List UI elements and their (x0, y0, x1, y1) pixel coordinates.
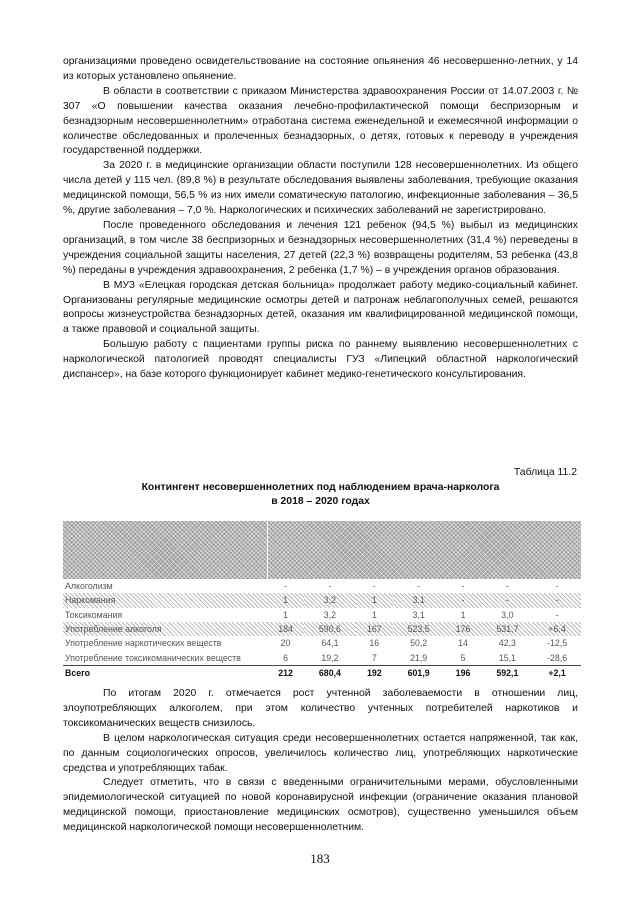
table-cell: -12,5 (547, 638, 568, 649)
table-cell: 64,1 (321, 638, 339, 649)
row-label: Всего (63, 665, 267, 680)
table-cell: - (555, 581, 559, 592)
table-cell: - (372, 581, 376, 592)
table-cell: - (461, 581, 465, 592)
table-row (63, 650, 581, 665)
table-cell: 3,2 (304, 593, 356, 607)
table-cell: 196 (444, 665, 481, 680)
table-cell: 212 (267, 665, 304, 680)
table-cell: 531,7 (482, 622, 534, 636)
table-row (63, 622, 581, 636)
paragraph: организациями проведено освидетельствование на состояние опьянения 46 несовершенно-летних, у 14 из которых установлено опьянение. (63, 56, 578, 82)
table-cell: 19,2 (321, 652, 339, 663)
table-cell: 680,4 (304, 665, 356, 680)
table-total-row (63, 665, 581, 680)
table-row (63, 579, 581, 593)
table-cell: 523,5 (393, 622, 445, 636)
table-number: Таблица 11.2 (513, 467, 577, 478)
paragraph: В области в соответствии с приказом Министерства здравоохранения России от 14.07.2003 г. № 307 «О повышении качества оказания лечебно-профилактической помощи беспризорным и безнадзорным несовершеннолетним» отработана система еженедельной и ежемесячной информации о количестве обследованных и пролеченных безнадзорных, о детях, готовых к переводу в учреждения государственной поддержки. (63, 85, 578, 157)
table-cell: 184 (267, 622, 304, 636)
table-cell: - (444, 593, 481, 607)
paragraph: После проведенного обследования и лечения 121 ребенок (94,5 %) выбыл из медицинских организаций, в том числе 38 беспризорных и безнадзорных несовершеннолетних (31,4 %) переведены в учреждения социальной защиты населения, 27 детей (22,3 %) возвращены родителям, 53 ребенка (43,8 %) переданы в учреждения здравоохранения, 2 ребенка (1,7 %) – в учреждения органов образования. (63, 219, 578, 276)
table-cell: - (555, 609, 559, 620)
table-cell: 42,3 (498, 638, 516, 649)
table-cell: 590,6 (304, 622, 356, 636)
table-cell: 1 (267, 593, 304, 607)
bottom-text-block (63, 687, 578, 836)
table-cell: 14 (458, 638, 468, 649)
row-label: Употребление наркотических веществ (65, 638, 222, 649)
table-title (63, 481, 578, 508)
table-cell: 16 (369, 638, 380, 649)
table-cell: 7 (371, 652, 377, 663)
paragraph: В целом наркологическая ситуация среди несовершеннолетних остается напряженной, так как, по данным социологических опросов, увеличилось количество лиц, употребляющих наркотические средства и употребляющих табак. (63, 732, 578, 774)
table-cell: -28,6 (547, 652, 568, 663)
table-cell: - (533, 593, 581, 607)
table-cell: 592,1 (482, 665, 534, 680)
table-cell: +2,1 (533, 665, 581, 680)
paragraph: В МУЗ «Елецкая городская детская больница» продолжает работу медико-социальный кабинет. Организованы регулярные медицинские осмотры детей и патронаж неблагополучных семей, решаются вопросы жизнеустройства безнадзорных детей, оказания им квалифицированной медицинской помощи, а также правовой и социальной защиты. (63, 279, 578, 336)
contingent-table (63, 521, 581, 680)
table-cell: 3,1 (393, 593, 445, 607)
row-label: Токсикомания (65, 609, 123, 620)
table-cell: 3,1 (412, 609, 425, 620)
row-label: Алкоголизм (65, 581, 113, 592)
table-header-row (63, 521, 581, 579)
table-cell: 1 (356, 593, 393, 607)
table-cell: 1 (371, 609, 377, 620)
table-cell: 5 (460, 652, 466, 663)
paragraph: По итогам 2020 г. отмечается рост учтенной заболеваемости в отношении лиц, злоупотребляющих алкоголем, при этом количество учтенных потребителей наркотиков и токсикоманических веществ снизилось. (63, 688, 578, 729)
row-label: Употребление токсикоманических веществ (65, 652, 241, 663)
table-row (63, 593, 581, 607)
table-cell: - (482, 593, 534, 607)
table-cell: 167 (356, 622, 393, 636)
table-cell: 3,2 (323, 609, 337, 620)
page-number: 183 (310, 851, 330, 866)
top-text-block (63, 55, 578, 383)
paragraph: Следует отметить, что в связи с введенными ограничительными мерами, обусловленными эпидемиологической ситуацией по новой коронавирусной инфекции (ограничение оказания плановой медицинской помощи, приостановление медицинских осмотров), существенно уменьшился объем медицинской наркологической помощи несовершеннолетним. (63, 777, 578, 834)
table-cell: 20 (280, 638, 291, 649)
table-cell: 6 (283, 652, 288, 663)
table-title-line: Контингент несовершеннолетних под наблюдением врача-нарколога (141, 482, 500, 493)
paragraph: За 2020 г. в медицинские организации области поступили 128 несовершеннолетних. Из общего числа детей у 115 чел. (89,8 %) в результате обследования выявлены заболевания, требующие оказания медицинской помощи, 56,5 % из них имели соматическую патологию, инфекционные заболевания – 36,5 %, другие заболевания – 7,0 %. Наркологических и психических заболеваний не зарегистрировано. (63, 160, 578, 217)
paragraph: Большую работу с пациентами группы риска по раннему выявлению несовершеннолетних с наркологической патологией проводят специалисты ГУЗ «Липецкий областной наркологический диспансер», на базе которого функционирует кабинет медико-генетического консультирования. (63, 339, 578, 381)
table-cell: 1 (283, 609, 288, 620)
table-cell: - (505, 581, 509, 592)
table-row (63, 636, 581, 650)
table-header-cell (63, 521, 267, 579)
table-cell: 21,9 (410, 652, 428, 663)
table-cell: 601,9 (393, 665, 445, 680)
row-label: Употребление алкоголя (63, 622, 267, 636)
table-title-line: в 2018 – 2020 годах (271, 495, 370, 507)
table-cell: - (417, 581, 421, 592)
table-header-cell (267, 521, 581, 579)
table-cell: 176 (444, 622, 481, 636)
table-cell: - (328, 581, 332, 592)
table-cell: 192 (356, 665, 393, 680)
table-cell: 1 (460, 609, 466, 620)
row-label: Наркомания (63, 593, 267, 607)
table-cell: +6,4 (533, 622, 581, 636)
table-cell: 15,1 (498, 652, 516, 663)
table-row (63, 608, 581, 622)
table-cell: - (284, 581, 288, 592)
table-cell: 50,2 (410, 638, 428, 649)
table-cell: 3,0 (501, 609, 514, 620)
